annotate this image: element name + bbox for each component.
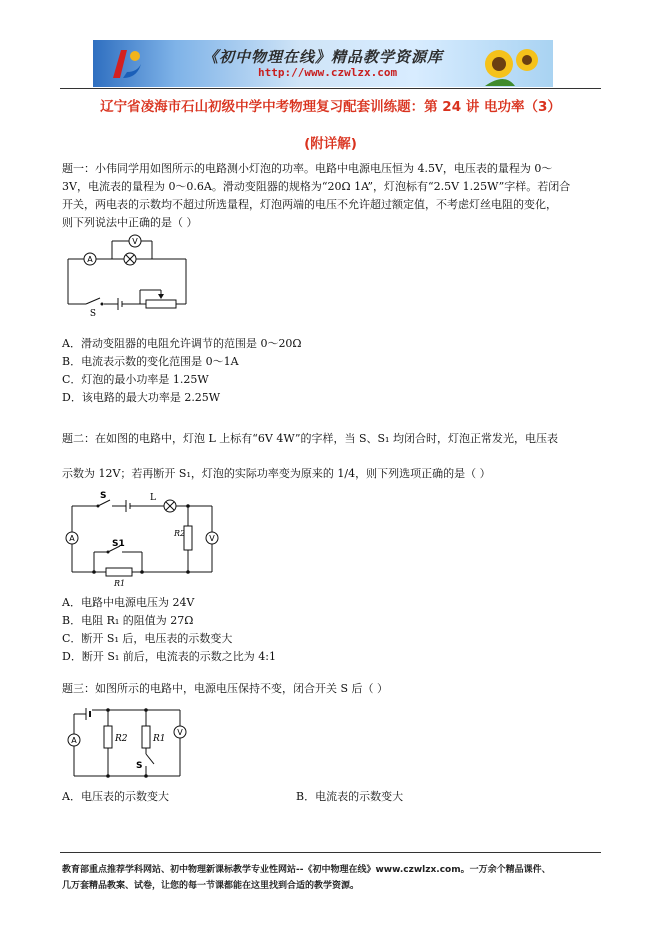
sunflower-icon [475, 42, 547, 86]
q1-line-4: 则下列说法中正确的是（ ） [62, 216, 198, 229]
q1-line-2: 3V，电流表的量程为 0～0.6A。滑动变阻器的规格为“20Ω 1A”，灯泡标有“2.5V 1.25W”字样。若闭合 [62, 180, 571, 193]
q2-ammeter-label: A [69, 534, 75, 543]
q2-option-b[interactable]: B．电阻 R₁ 的阻值为 27Ω [62, 614, 194, 627]
footer-rule [60, 852, 601, 853]
q2-switch-label: S [100, 491, 107, 501]
q2-line-2: 示数为 12V；若再断开 S₁，灯泡的实际功率变为原来的 1/4，则下列选项正确的是（ ） [62, 467, 491, 480]
footer-line-1: 教育部重点推荐学科网站、初中物理新课标教学专业性网站--《初中物理在线》www.czwlzx.com。一万余个精品课件、 [62, 865, 551, 875]
q3-voltmeter-label: V [177, 728, 183, 737]
q1-line-1: 题一：小伟同学用如图所示的电路测小灯泡的功率。电路中电源电压恒为 4.5V，电压表的量程为 0～ [62, 162, 553, 175]
q1-circuit-diagram [60, 234, 200, 318]
q2-switch1-label: S1 [112, 539, 125, 549]
banner-url[interactable]: http://www.czwlzx.com [258, 66, 398, 79]
q2-lamp-label: L [150, 493, 156, 503]
q1-option-c[interactable]: C．灯泡的最小功率是 1.25W [62, 373, 209, 386]
footer-line-2: 几万套精品教案、试卷，让您的每一节课都能在这里找到合适的教学资源。 [62, 881, 360, 891]
q2-line-1: 题二：在如图的电路中，灯泡 L 上标有“6V 4W”的字样，当 S、S₁ 均闭合时，灯泡正常发光，电压表 [62, 432, 558, 445]
q3-option-b[interactable]: B．电流表的示数变大 [296, 790, 404, 803]
q2-circuit-diagram [60, 488, 232, 590]
banner-title: 《初中物理在线》精品教学资源库 [203, 48, 444, 66]
q3-circuit-diagram [58, 700, 198, 784]
header-banner [93, 40, 553, 87]
q2-r1-label: R1 [114, 579, 126, 588]
q3-option-a[interactable]: A．电压表的示数变大 [62, 790, 169, 803]
page-subtitle: (附详解) [304, 136, 357, 152]
q2-r2-label: R2 [174, 529, 186, 538]
footer [62, 862, 551, 894]
q1-switch-label: S [89, 309, 97, 318]
q2-option-d[interactable]: D．断开 S₁ 前后，电流表的示数之比为 4:1 [62, 650, 276, 663]
q1-ammeter-label: A [87, 255, 93, 264]
q3-switch-label: S [136, 761, 143, 771]
q1-voltmeter-label: V [132, 237, 138, 246]
header-rule [60, 88, 601, 89]
q1-option-b[interactable]: B．电流表示数的变化范围是 0～1A [62, 355, 239, 368]
q2-voltmeter-label: V [209, 534, 215, 543]
page-title: 辽宁省凌海市石山初级中学中考物理复习配套训练题：第 24 讲 电功率（3） [100, 99, 561, 115]
q2-option-c[interactable]: C．断开 S₁ 后，电压表的示数变大 [62, 632, 233, 645]
q2-option-a[interactable]: A．电路中电源电压为 24V [62, 596, 195, 609]
site-logo-icon [107, 44, 147, 84]
q1-line-3: 开关，两电表的示数均不超过所选量程，灯泡两端的电压不允许超过额定值，不考虑灯丝电阻的变化， [62, 198, 557, 211]
q1-option-d[interactable]: D．该电路的最大功率是 2.25W [62, 391, 221, 404]
q3-r1-label: R1 [153, 734, 166, 744]
q3-r2-label: R2 [115, 734, 128, 744]
q3-line-1: 题三：如图所示的电路中，电源电压保持不变，闭合开关 S 后（ ） [62, 682, 389, 695]
q1-option-a[interactable]: A．滑动变阻器的电阻允许调节的范围是 0～20Ω [62, 337, 302, 350]
q3-ammeter-label: A [71, 736, 77, 745]
